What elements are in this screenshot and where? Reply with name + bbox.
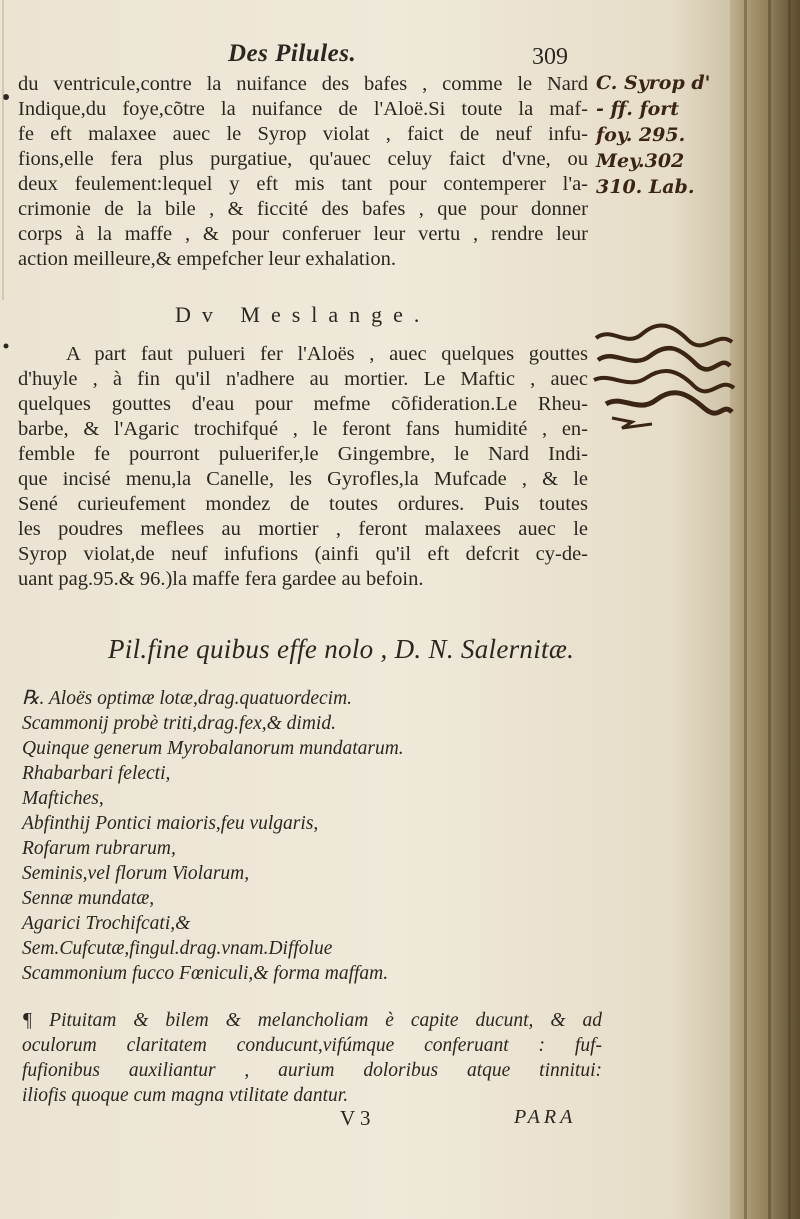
text-line: A part faut pulueri fer l'Aloës , auec quelques gouttes <box>66 343 588 365</box>
recipe-item: Maftiches, <box>22 788 104 809</box>
catchword: PARA <box>514 1106 577 1128</box>
text-line: fe eft malaxee auec le Syrop violat , faict de neuf infu- <box>18 123 588 145</box>
text-line: d'huyle , à fin qu'il n'adhere au mortier. Le Maftic , auec <box>18 368 588 390</box>
annotation-line: foy. 295. <box>596 124 686 146</box>
book-gutter <box>730 0 800 1219</box>
text-line: oculorum claritatem conducunt,vifúmque conferuant : fuf- <box>22 1035 602 1056</box>
ink-scribble <box>592 318 737 438</box>
text-line: Sené curieufement mondez de toutes ordures. Puis toutes <box>18 493 588 515</box>
text-line: fions,elle fera plus purgatiue, qu'auec celuy faict d'vne, ou <box>18 148 588 170</box>
text-line: ¶ Pituitam & bilem & melancholiam è capite ducunt, & ad <box>22 1010 602 1031</box>
text-line: les poudres meflees au mortier , feront malaxees auec le <box>18 518 588 540</box>
recipe-item: Agarici Trochifcati,& <box>22 913 191 934</box>
paragraph-continuation <box>18 72 588 272</box>
text-line: quelques gouttes d'eau pour mefme cõfideration.Le Rheu- <box>18 393 588 415</box>
text-line: Syrop violat,de neuf infufions (ainfi qu'il eft defcrit cy-de- <box>18 543 588 565</box>
text-line: iliofis quoque cum magna vtilitate dantur. <box>22 1085 349 1106</box>
text-line: crimonie de la bile , & ficcité des bafes , que pour donner <box>18 198 588 220</box>
text-line: femble fe pourront puluerifer,le Gingembre, le Nard Indi- <box>18 443 588 465</box>
page-number: 309 <box>532 44 568 70</box>
virtues-paragraph <box>22 1008 602 1108</box>
margin-annotation <box>596 70 736 200</box>
page-footer <box>0 1106 730 1136</box>
recipe-item: Abfinthij Pontici maioris,feu vulgaris, <box>22 813 319 834</box>
paragraph-meslange <box>18 342 588 592</box>
section-heading: Dv Meslange. <box>175 302 431 327</box>
text-line: corps à la maffe , & pour conferuer leur vertu , rendre leur <box>18 223 588 245</box>
text-line: Indique,du foye,cõtre la nuifance de l'Aloë.Si toute la maf- <box>18 98 588 120</box>
page-edge-line <box>0 0 6 1219</box>
recipe-item: Rofarum rubrarum, <box>22 838 176 859</box>
recipe-title: Pil.fine quibus effe nolo , D. N. Salernitæ. <box>108 634 575 664</box>
gutter-stripe <box>768 0 771 1219</box>
signature-mark: V 3 <box>340 1106 371 1130</box>
recipe-list <box>22 686 602 986</box>
recipe-item: Scammonij probè triti,drag.fex,& dimid. <box>22 713 336 734</box>
annotation-line: Mey.302 <box>596 150 685 172</box>
recipe-item: ℞. Aloës optimæ lotæ,drag.quatuordecim. <box>22 688 353 709</box>
recipe-item: Sennæ mundatæ, <box>22 888 155 909</box>
annotation-line: - ff. fort <box>596 98 680 120</box>
text-line: uant pag.95.& 96.)la maffe fera gardee au befoin. <box>18 568 424 590</box>
recipe-item: Scammonium fucco Fœniculi,& forma maffam. <box>22 963 389 984</box>
gutter-stripe <box>788 0 791 1219</box>
page-header <box>0 40 730 74</box>
annotation-line: C. Syrop d' <box>596 72 711 94</box>
recipe-item: Sem.Cufcutæ,fingul.drag.vnam.Diffolue <box>22 938 333 959</box>
text-line: action meilleure,& empefcher leur exhalation. <box>18 248 396 270</box>
recipe-item: Quinque generum Myrobalanorum mundatarum. <box>22 738 404 759</box>
recipe-item: Seminis,vel florum Violarum, <box>22 863 250 884</box>
text-line: du ventricule,contre la nuifance des bafes , comme le Nard <box>18 73 588 95</box>
running-title: Des Pilules. <box>228 40 357 67</box>
text-line: barbe, & l'Agaric trochifqué , le feront fans humidité , en- <box>18 418 588 440</box>
annotation-line: 310. Lab. <box>596 176 695 198</box>
text-line: que incisé menu,la Canelle, les Gyrofles,la Mufcade , & le <box>18 468 588 490</box>
recipe-item: Rhabarbari felecti, <box>22 763 171 784</box>
text-line: deux feulement:lequel y eft mis tant pour contemperer l'a- <box>18 173 588 195</box>
text-line: fufionibus auxiliantur , aurium doloribus atque tinnitui: <box>22 1060 602 1081</box>
gutter-stripe <box>744 0 747 1219</box>
